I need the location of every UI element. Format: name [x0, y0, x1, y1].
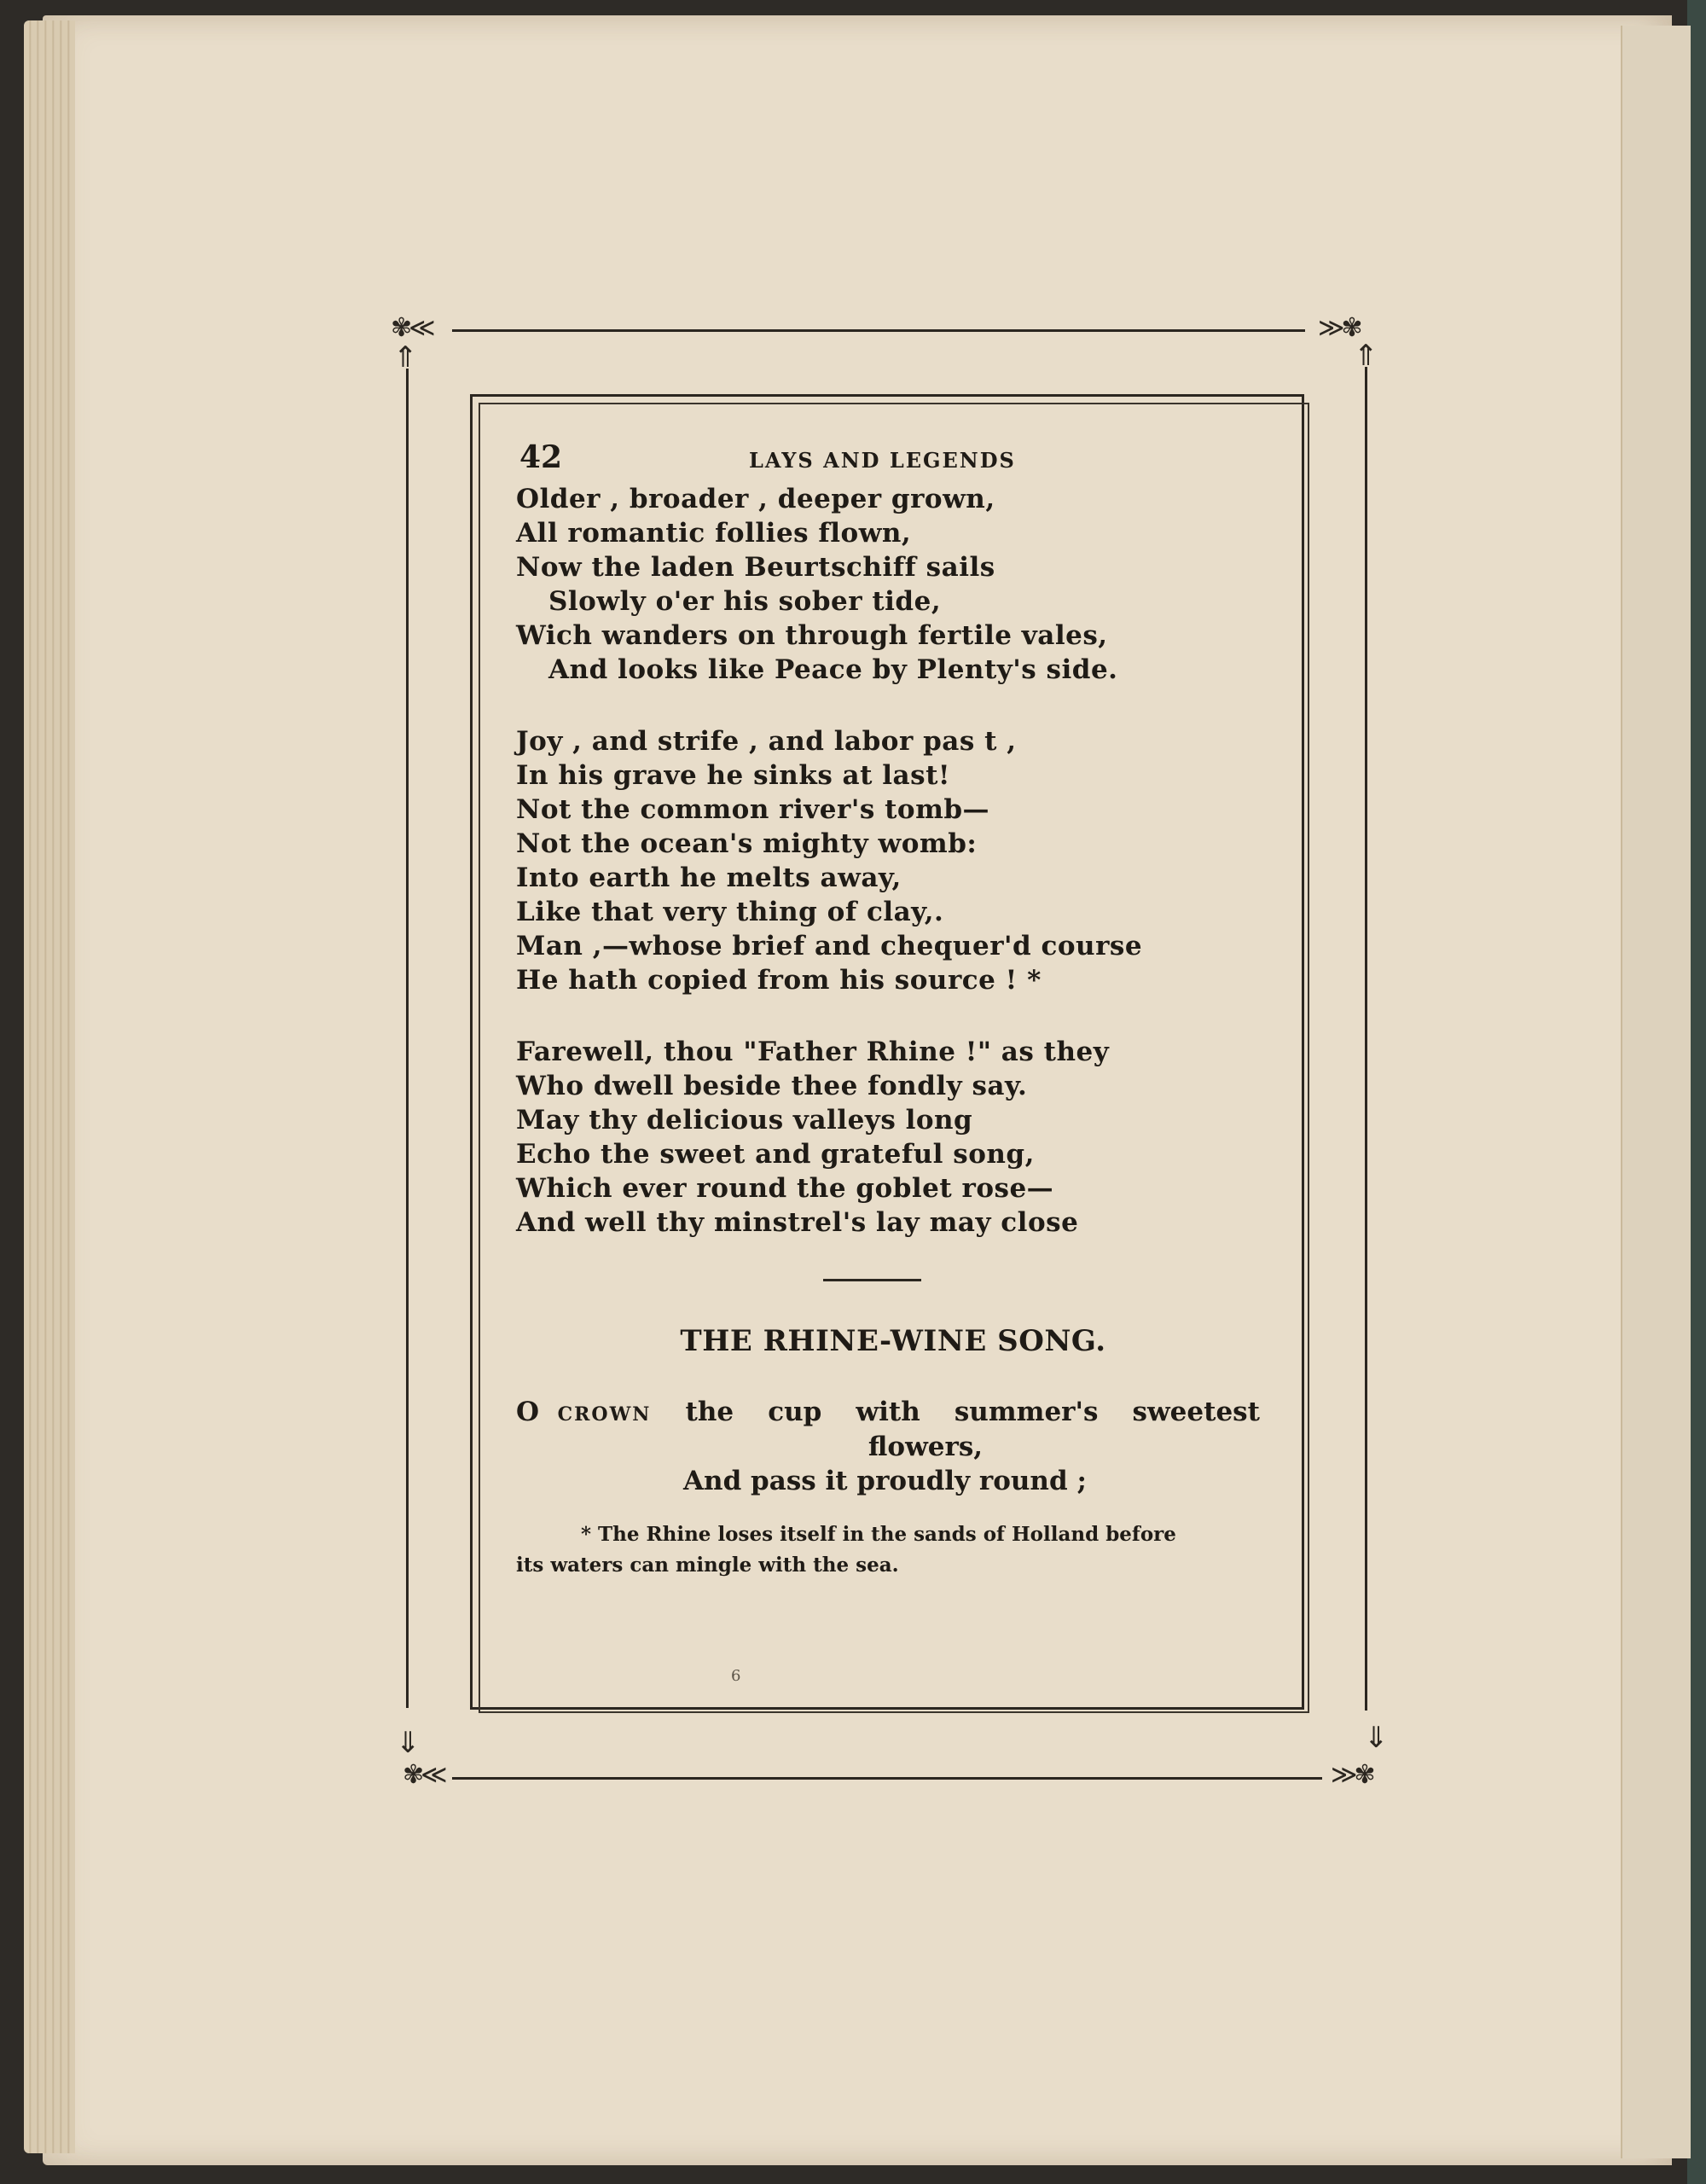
song-word: cup	[768, 1397, 822, 1427]
corner-ornament-icon: ✾≪	[403, 1760, 444, 1790]
verse-line: Who dwell beside thee fondly say.	[516, 1071, 1028, 1101]
verse-line: And well thy minstrel's lay may close	[516, 1207, 1079, 1238]
frame-bottom-rule	[452, 1777, 1322, 1780]
footnote-line: * The Rhine loses itself in the sands of Holland before	[581, 1523, 1176, 1546]
footnote-line: its waters can mingle with the sea.	[516, 1554, 899, 1577]
verse-line: May thy delicious valleys long	[516, 1105, 973, 1136]
song-word: sweetest	[1132, 1397, 1260, 1427]
verse-line: Now the laden Beurtschiff sails	[516, 552, 995, 583]
arrow-down-icon: ⇓	[1364, 1721, 1389, 1755]
running-head: LAYS AND LEGENDS	[749, 448, 1016, 473]
verse-line: All romantic follies flown,	[516, 518, 912, 549]
verse-line: Echo the sweet and grateful song,	[516, 1139, 1035, 1170]
signature-mark: 6	[731, 1667, 741, 1685]
corner-ornament-icon: ✾≪	[391, 313, 432, 343]
song-title: THE RHINE-WINE SONG.	[680, 1324, 1106, 1358]
song-second-line: And pass it proudly round ;	[683, 1466, 1087, 1496]
page-header	[516, 439, 1267, 482]
page-content	[516, 439, 1267, 1581]
verse-line: Slowly o'er his sober tide,	[548, 586, 942, 617]
verse-line: Like that very thing of clay,.	[516, 897, 944, 927]
arrow-down-icon: ⇓	[396, 1726, 421, 1760]
verse-line: He hath copied from his source ! *	[516, 965, 1042, 996]
arrow-up-icon: ⇑	[393, 340, 418, 375]
verse-line: Not the common river's tomb—	[516, 794, 990, 825]
verse-line: Into earth he melts away,	[516, 863, 902, 893]
stanza	[516, 724, 1267, 997]
arrow-up-icon: ⇑	[1354, 339, 1378, 373]
verse-line: Joy , and strife , and labor pas t ,	[516, 726, 1017, 757]
verse-line: Which ever round the goblet rose—	[516, 1173, 1054, 1204]
verse-line: Wich wanders on through fertile vales,	[516, 620, 1108, 651]
footnote	[516, 1519, 1267, 1581]
stanza	[516, 1035, 1267, 1240]
stanza	[516, 482, 1267, 687]
frame-right-rule	[1365, 367, 1367, 1711]
next-leaf	[1621, 26, 1691, 2158]
song-word: O CROWN	[516, 1397, 652, 1427]
verse-line: In his grave he sinks at last!	[516, 760, 951, 791]
song-first-line	[516, 1396, 1267, 1431]
song-small-caps: CROWN	[557, 1403, 652, 1426]
song-word: the	[685, 1397, 734, 1427]
verse-line: And looks like Peace by Plenty's side.	[548, 654, 1118, 685]
verse-line: Not the ocean's mighty womb:	[516, 828, 978, 859]
frame-top-rule	[452, 329, 1305, 332]
verse-line: Man ,—whose brief and chequer'd course	[516, 931, 1143, 961]
song-word: with	[856, 1397, 920, 1427]
verse-line: Farewell, thou "Father Rhine !" as they	[516, 1037, 1110, 1067]
verse-line: Older , broader , deeper grown,	[516, 484, 995, 514]
corner-ornament-icon: ≫✾	[1318, 313, 1360, 343]
page-edges	[24, 20, 75, 2153]
corner-ornament-icon: ≫✾	[1331, 1760, 1372, 1790]
page-number: 42	[519, 439, 563, 475]
frame-left-rule	[406, 369, 409, 1708]
song-continuation: flowers,	[868, 1432, 984, 1462]
section-divider	[823, 1279, 921, 1281]
song-word: summer's	[954, 1397, 1099, 1427]
